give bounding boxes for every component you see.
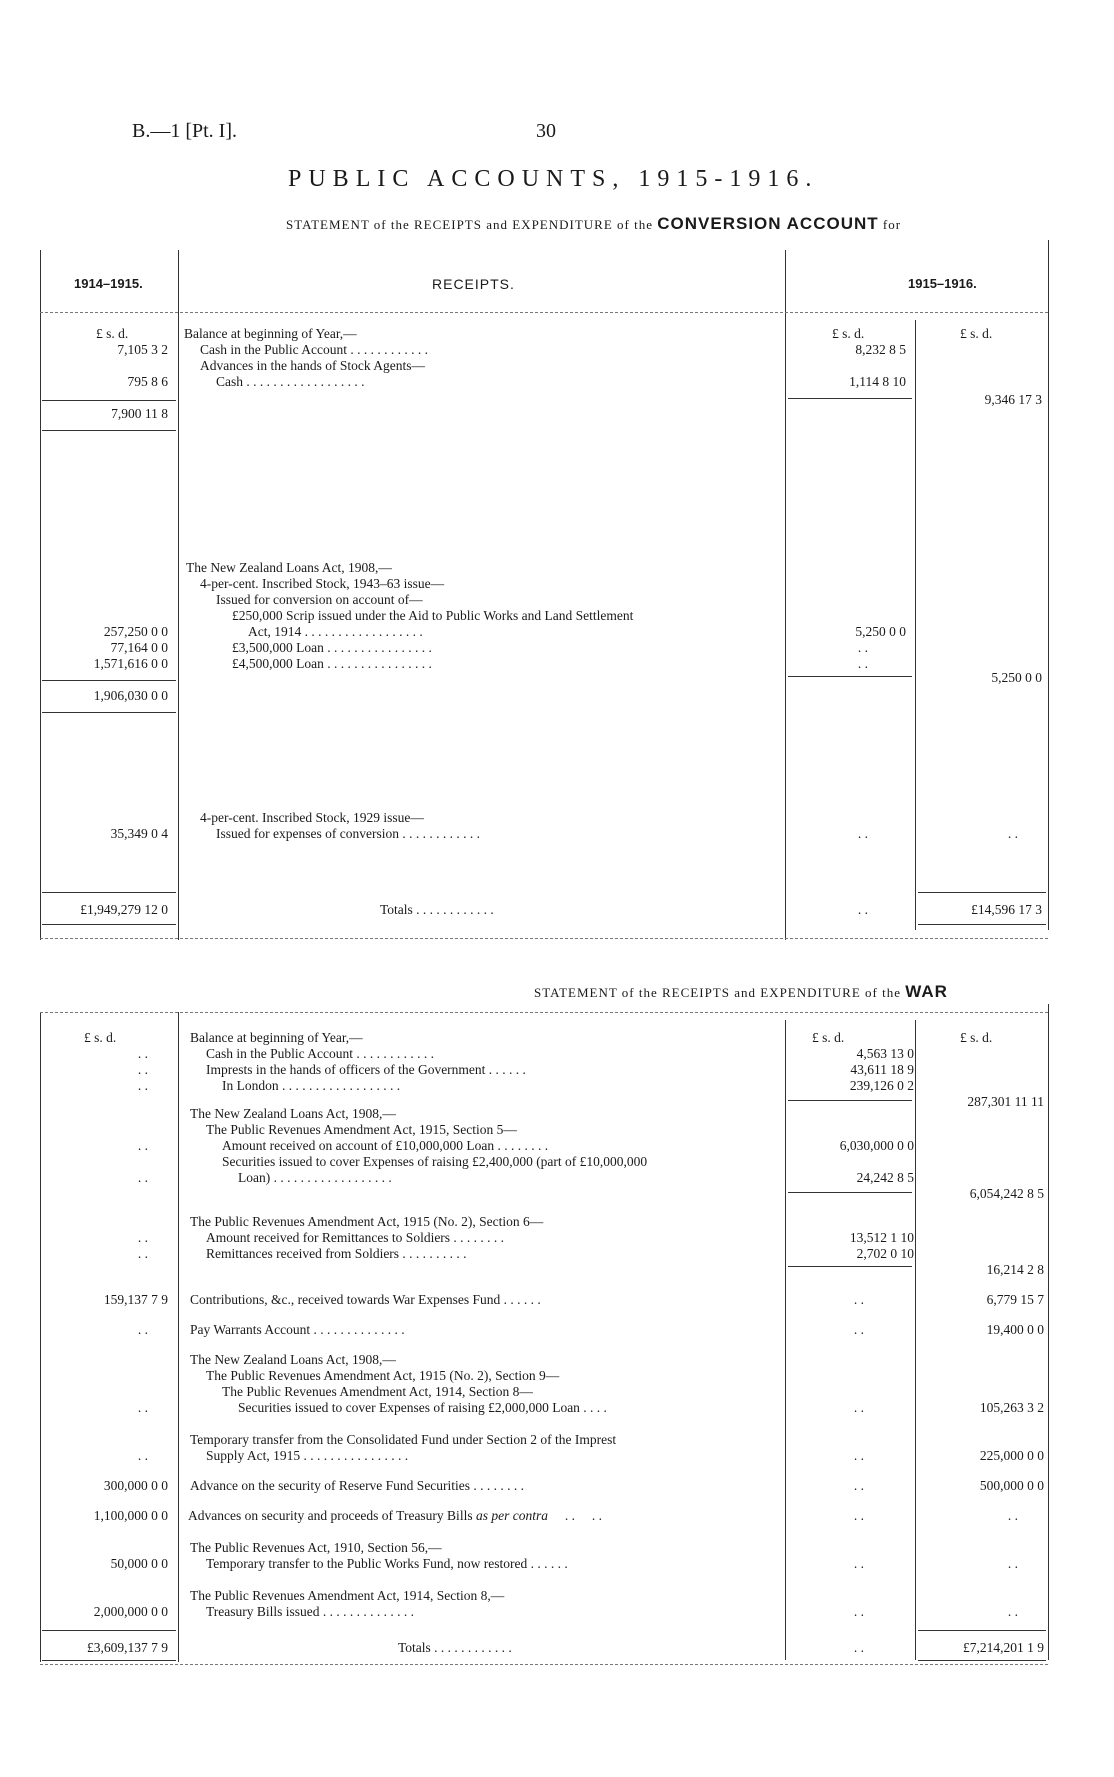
conversion-statement-heading (286, 214, 901, 234)
amount-1915: . . (853, 1292, 864, 1307)
war-statement-heading (534, 982, 948, 1002)
line-item-label: Issued for conversion on account of— (216, 592, 423, 607)
total-1915: 287,301 11 11 (967, 1094, 1044, 1109)
amount-1915: . . (853, 1604, 864, 1619)
line-item-label: £4,500,000 Loan . . . . . . . . . . . . . . . . (232, 656, 432, 671)
line-item-label: The Public Revenues Amendment Act, 1914, Section 8,— (190, 1588, 505, 1603)
line-item-text: Advances on security and proceeds of Treasury Bills (188, 1508, 473, 1523)
rule (788, 1100, 912, 1101)
amount-1915: . . (853, 1640, 864, 1655)
total-1915: 16,214 2 8 (986, 1262, 1044, 1277)
rule (42, 1660, 176, 1661)
amount-1915: . . (853, 1322, 864, 1337)
total-1915: 6,779 15 7 (986, 1292, 1044, 1307)
unit-header: £ s. d. (84, 1030, 117, 1045)
line-item-label: The New Zealand Loans Act, 1908,— (190, 1106, 396, 1121)
column-header-receipts: RECEIPTS. (432, 276, 515, 292)
line-item-label: Amount received for Remittances to Soldiers . . . . . . . . (206, 1230, 505, 1245)
unit-header: £ s. d. (96, 326, 129, 341)
amount-1914: 1,100,000 0 0 (93, 1508, 168, 1523)
amount-1914: . . (137, 1246, 148, 1261)
statement-prefix: STATEMENT of the RECEIPTS and EXPENDITURE of the (286, 217, 653, 232)
line-item-label: Balance at beginning of Year,— (190, 1030, 363, 1045)
amount-1915: . . (853, 1448, 864, 1463)
statement-suffix: for (882, 217, 902, 232)
line-item-label: The Public Revenues Amendment Act, 1915, Section 5— (206, 1122, 517, 1137)
line-item-label: £250,000 Scrip issued under the Aid to Public Works and Land Settlement (232, 608, 634, 623)
line-item-label: Securities issued to cover Expenses of raising £2,000,000 Loan . . . . (238, 1400, 607, 1415)
column-header-1914: 1914–1915. (74, 276, 143, 291)
subtotal-1914: 7,900 11 8 (111, 406, 168, 421)
line-item-label (188, 1508, 602, 1524)
line-item-label: Balance at beginning of Year,— (184, 326, 357, 341)
line-item-label: Cash . . . . . . . . . . . . . . . . . . (216, 374, 365, 389)
total-1915: 5,250 0 0 (991, 670, 1042, 685)
amount-1915: . . (853, 1556, 864, 1571)
page-number: 30 (536, 120, 556, 142)
amount-1915: . . (853, 1478, 864, 1493)
page-title: PUBLIC ACCOUNTS, 1915-1916. (288, 166, 819, 192)
line-item-label: Cash in the Public Account . . . . . . . . . . . . (200, 342, 428, 357)
rule (918, 1660, 1046, 1661)
line-item-label: Advances in the hands of Stock Agents— (200, 358, 425, 373)
line-item-label: 4-per-cent. Inscribed Stock, 1943–63 issue— (200, 576, 445, 591)
amount-1915: . . (853, 1508, 864, 1523)
total-1915: 6,054,242 8 5 (969, 1186, 1044, 1201)
line-item-label: Issued for expenses of conversion . . . . . . . . . . . . (216, 826, 480, 841)
line-item-label: In London . . . . . . . . . . . . . . . . . . (222, 1078, 401, 1093)
rule (42, 1630, 176, 1631)
total-1914: £1,949,279 12 0 (80, 902, 168, 917)
amount-1915: 4,563 13 0 (856, 1046, 914, 1061)
amount-1914: . . (137, 1046, 148, 1061)
document-reference: B.—1 [Pt. I]. (132, 120, 237, 142)
line-item-label: Cash in the Public Account . . . . . . . . . . . . (206, 1046, 434, 1061)
grand-total-1915: £14,596 17 3 (971, 902, 1042, 917)
total-1915: 105,263 3 2 (979, 1400, 1044, 1415)
amount-1915: . . (857, 656, 868, 671)
amount-1914: 1,571,616 0 0 (93, 656, 168, 671)
amount-1914: 159,137 7 9 (103, 1292, 168, 1307)
amount-1915: . . (857, 902, 868, 917)
statement-account-name: WAR (905, 982, 948, 1001)
rule (918, 1630, 1046, 1631)
grand-total-1915: £7,214,201 1 9 (963, 1640, 1044, 1655)
amount-1914: 795 8 6 (127, 374, 168, 389)
amount-1914: . . (137, 1078, 148, 1093)
amount-1914: 257,250 0 0 (103, 624, 168, 639)
rule (1048, 240, 1049, 930)
amount-1914: . . (137, 1322, 148, 1337)
total-1915: 9,346 17 3 (984, 392, 1042, 407)
rule (918, 924, 1046, 925)
line-item-label: Treasury Bills issued . . . . . . . . . . . . . . (206, 1604, 415, 1619)
amount-1914: 50,000 0 0 (110, 1556, 168, 1571)
rule (40, 1664, 1048, 1665)
amount-1914: 300,000 0 0 (103, 1478, 168, 1493)
line-item-emphasis: as per contra (475, 1508, 548, 1523)
total-1915: 225,000 0 0 (979, 1448, 1044, 1463)
total-1915: . . (1007, 826, 1018, 841)
amount-1915: 239,126 0 2 (849, 1078, 914, 1093)
amount-1914: . . (137, 1400, 148, 1415)
unit-header: £ s. d. (960, 326, 993, 341)
rule (1048, 1004, 1049, 1660)
rule (40, 1012, 41, 1662)
line-item-label: Advance on the security of Reserve Fund Securities . . . . . . . . (190, 1478, 525, 1493)
line-item-label: Loan) . . . . . . . . . . . . . . . . . . (238, 1170, 392, 1185)
amount-1914: 2,000,000 0 0 (93, 1604, 168, 1619)
leader-dots: . . . . (551, 1508, 602, 1523)
rule (785, 1020, 786, 1660)
rule (178, 250, 179, 940)
total-1915: . . (1007, 1508, 1018, 1523)
line-item-label: Pay Warrants Account . . . . . . . . . . . . . . (190, 1322, 405, 1337)
total-1915: 19,400 0 0 (986, 1322, 1044, 1337)
totals-label: Totals . . . . . . . . . . . . (380, 902, 494, 917)
amount-1915: . . (857, 826, 868, 841)
rule (178, 1012, 179, 1662)
amount-1915: . . (857, 640, 868, 655)
line-item-label: The Public Revenues Amendment Act, 1915 (No. 2), Section 6— (190, 1214, 544, 1229)
amount-1914: 35,349 0 4 (110, 826, 168, 841)
amount-1915: 24,242 8 5 (856, 1170, 914, 1185)
rule (42, 400, 176, 401)
amount-1914: . . (137, 1448, 148, 1463)
totals-label: Totals . . . . . . . . . . . . (398, 1640, 512, 1655)
unit-header: £ s. d. (960, 1030, 993, 1045)
amount-1914: . . (137, 1138, 148, 1153)
amount-1915: 1,114 8 10 (849, 374, 906, 389)
amount-1915: 43,611 18 9 (850, 1062, 914, 1077)
rule (788, 1266, 912, 1267)
amount-1915: 8,232 8 5 (855, 342, 906, 357)
subtotal-1914: 1,906,030 0 0 (93, 688, 168, 703)
amount-1915: 6,030,000 0 0 (839, 1138, 914, 1153)
rule (915, 320, 916, 930)
rule (788, 676, 912, 677)
amount-1914: . . (137, 1230, 148, 1245)
column-header-1915: 1915–1916. (908, 276, 977, 291)
line-item-label: Temporary transfer from the Consolidated Fund under Section 2 of the Imprest (190, 1432, 617, 1447)
line-item-label: 4-per-cent. Inscribed Stock, 1929 issue— (200, 810, 424, 825)
rule (42, 892, 176, 893)
rule (42, 712, 176, 713)
amount-1914: 77,164 0 0 (110, 640, 168, 655)
unit-header: £ s. d. (812, 1030, 845, 1045)
amount-1915: 5,250 0 0 (855, 624, 906, 639)
total-1915: . . (1007, 1604, 1018, 1619)
line-item-label: £3,500,000 Loan . . . . . . . . . . . . . . . . (232, 640, 432, 655)
line-item-label: The Public Revenues Amendment Act, 1914, Section 8— (222, 1384, 533, 1399)
line-item-label: Contributions, &c., received towards War Expenses Fund . . . . . . (190, 1292, 541, 1307)
amount-1915: . . (853, 1400, 864, 1415)
amount-1914: . . (137, 1170, 148, 1185)
rule (42, 430, 176, 431)
line-item-label: The Public Revenues Act, 1910, Section 56,— (190, 1540, 442, 1555)
unit-header: £ s. d. (832, 326, 865, 341)
line-item-label: The Public Revenues Amendment Act, 1915 (No. 2), Section 9— (206, 1368, 560, 1383)
rule (42, 680, 176, 681)
line-item-label: Temporary transfer to the Public Works Fund, now restored . . . . . . (206, 1556, 568, 1571)
rule (40, 1012, 1048, 1013)
amount-1915: 13,512 1 10 (849, 1230, 914, 1245)
rule (40, 312, 1048, 313)
line-item-label: Remittances received from Soldiers . . . . . . . . . . (206, 1246, 467, 1261)
rule (918, 892, 1046, 893)
rule (788, 398, 912, 399)
rule (785, 250, 786, 940)
line-item-label: Amount received on account of £10,000,000 Loan . . . . . . . . (222, 1138, 549, 1153)
rule (42, 924, 176, 925)
line-item-label: Securities issued to cover Expenses of raising £2,400,000 (part of £10,000,000 (222, 1154, 648, 1169)
line-item-label: Act, 1914 . . . . . . . . . . . . . . . . . . (248, 624, 423, 639)
rule (40, 250, 41, 940)
total-1915: . . (1007, 1556, 1018, 1571)
rule (915, 1020, 916, 1660)
line-item-label: The New Zealand Loans Act, 1908,— (186, 560, 392, 575)
amount-1914: 7,105 3 2 (117, 342, 168, 357)
line-item-label: Supply Act, 1915 . . . . . . . . . . . . . . . . (206, 1448, 409, 1463)
amount-1914: . . (137, 1062, 148, 1077)
line-item-label: The New Zealand Loans Act, 1908,— (190, 1352, 396, 1367)
total-1914: £3,609,137 7 9 (87, 1640, 168, 1655)
line-item-label: Imprests in the hands of officers of the Government . . . . . . (206, 1062, 526, 1077)
statement-prefix: STATEMENT of the RECEIPTS and EXPENDITURE of the (534, 985, 901, 1000)
rule (40, 938, 1048, 939)
statement-account-name: CONVERSION ACCOUNT (657, 214, 879, 233)
rule (788, 1192, 912, 1193)
amount-1915: 2,702 0 10 (856, 1246, 914, 1261)
total-1915: 500,000 0 0 (979, 1478, 1044, 1493)
